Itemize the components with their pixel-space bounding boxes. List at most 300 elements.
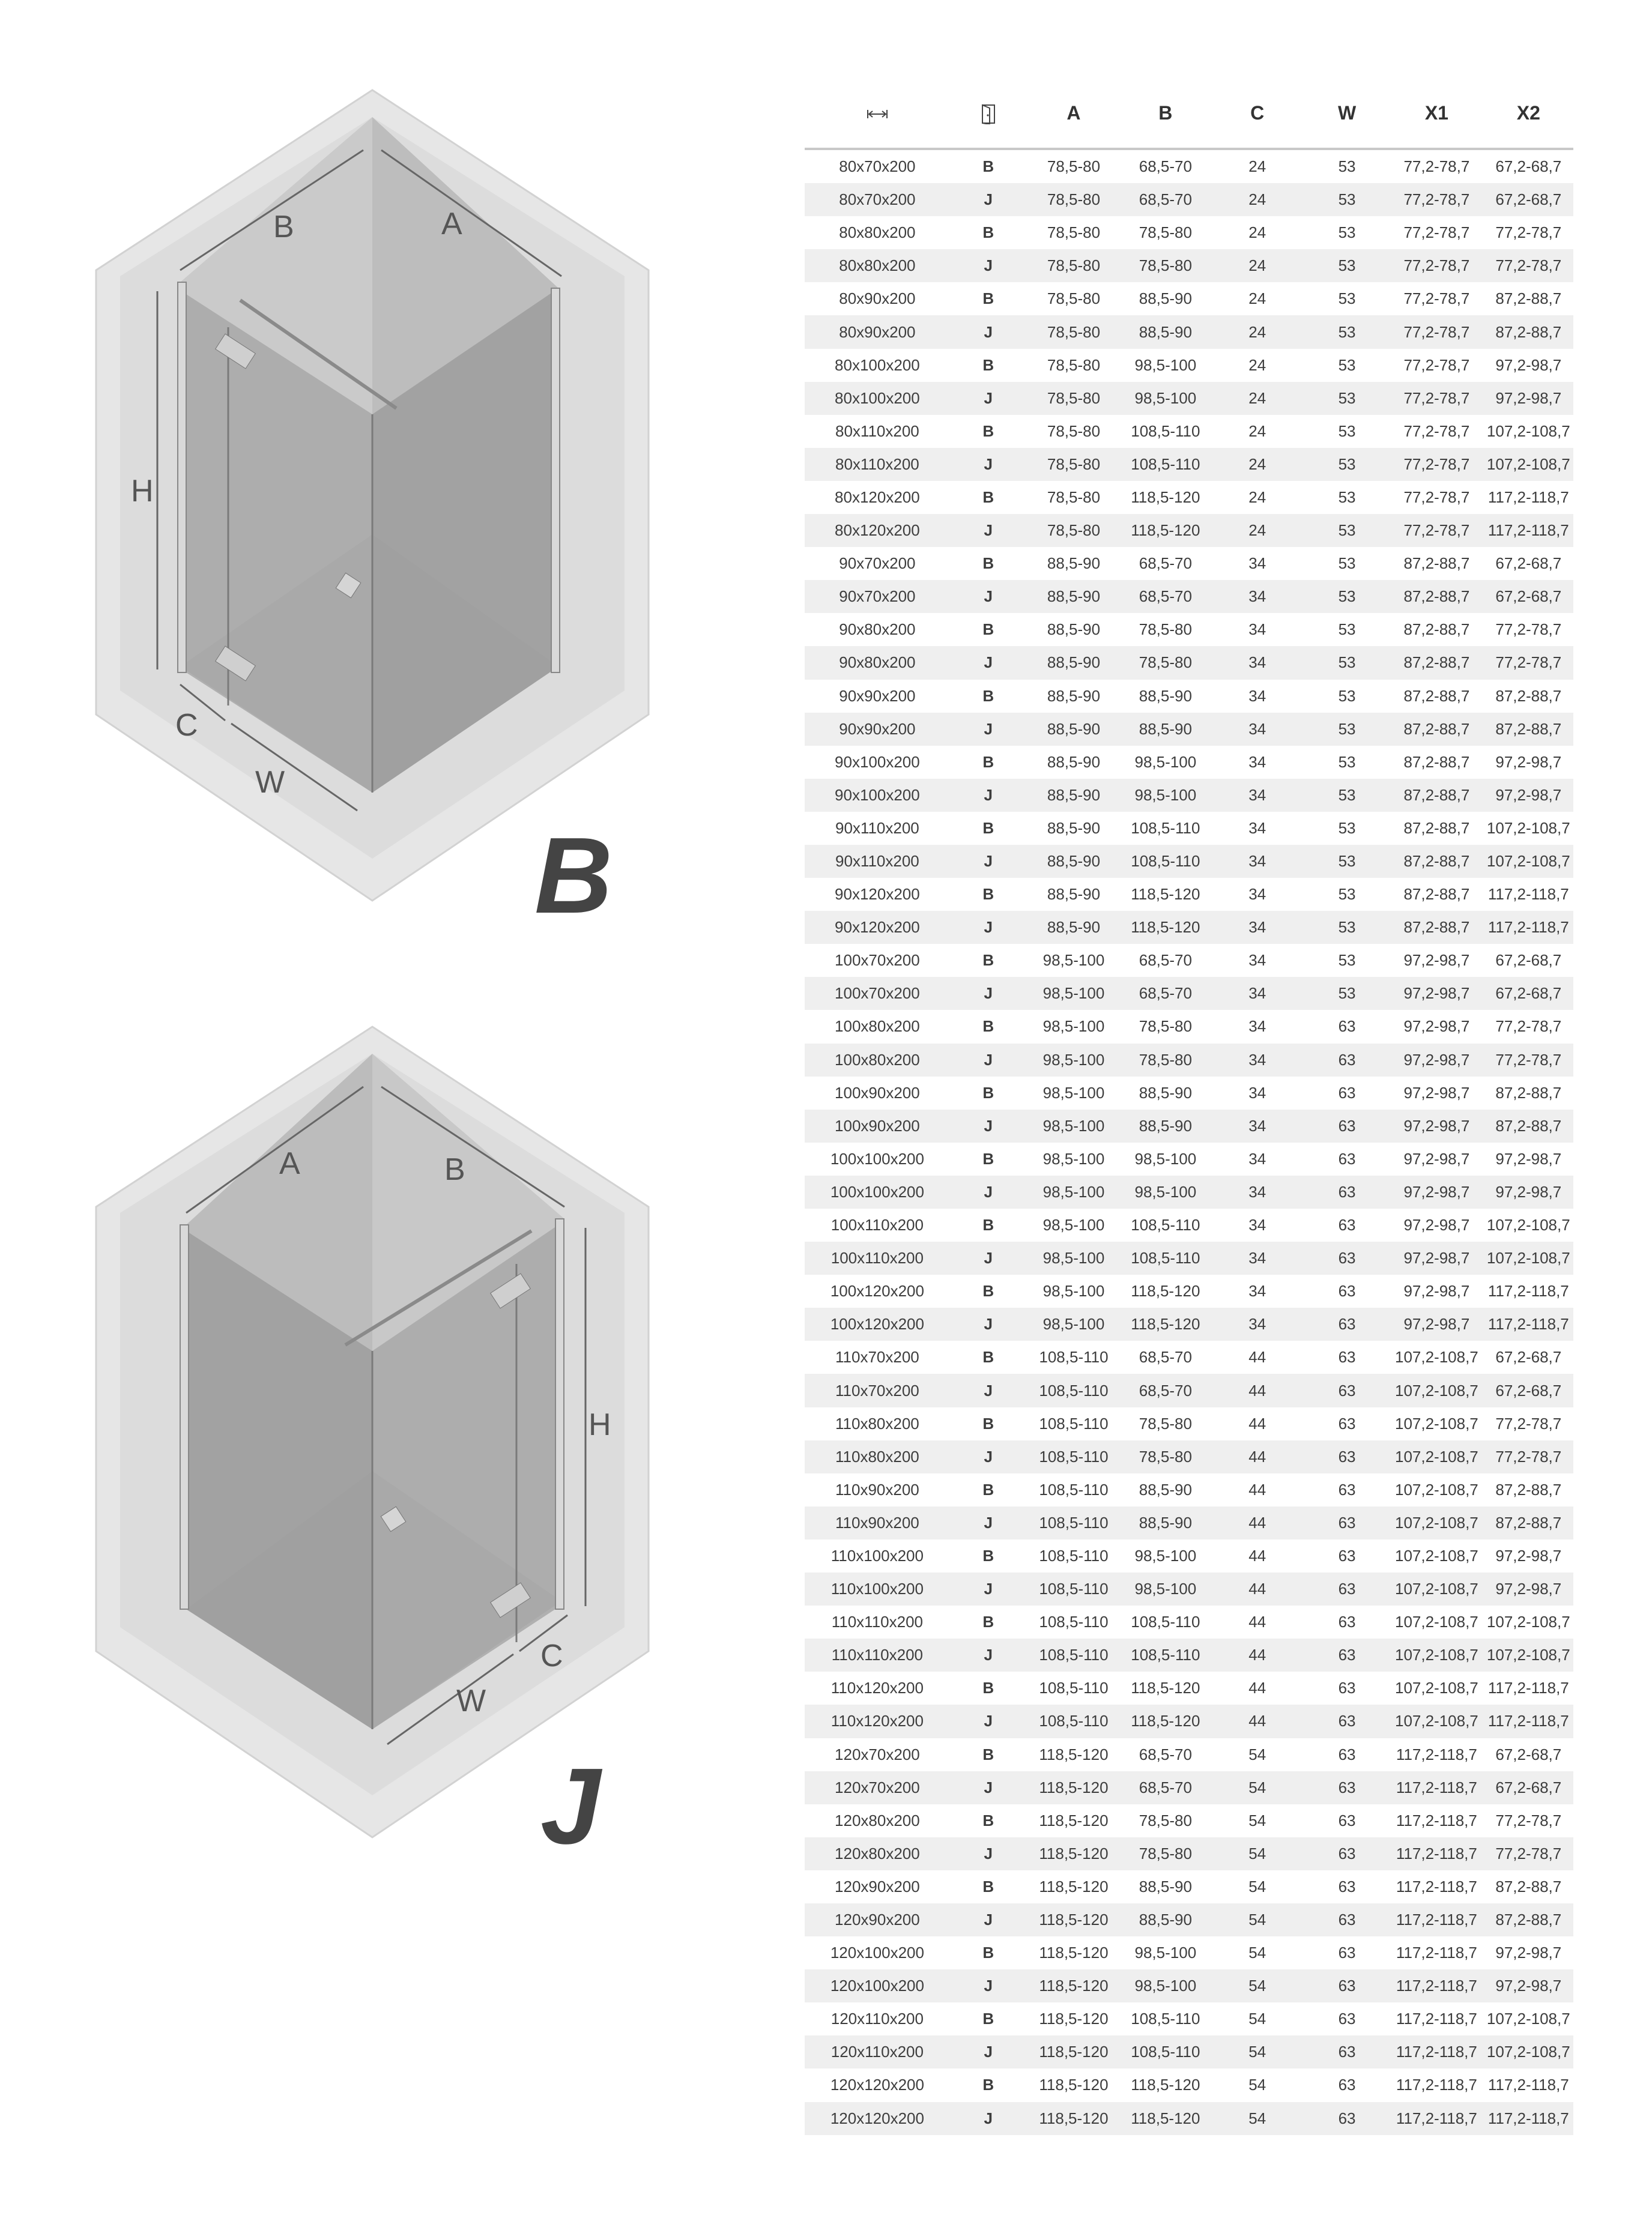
a-cell: 98,5-100: [1027, 1275, 1121, 1308]
dim-label: C: [175, 708, 198, 743]
table-row: [805, 183, 1573, 216]
a-cell: 98,5-100: [1027, 1308, 1121, 1341]
size-cell: 100x100x200: [805, 1143, 950, 1176]
table-row: [805, 1275, 1573, 1308]
door-type-cell: B: [950, 878, 1027, 911]
x1-cell: 77,2-78,7: [1390, 349, 1483, 382]
b-cell: 98,5-100: [1121, 779, 1210, 812]
table-row: [805, 216, 1573, 249]
door-type-cell: B: [950, 1473, 1027, 1506]
header-door-type: [950, 78, 1027, 149]
w-cell: 63: [1304, 1143, 1390, 1176]
a-cell: 108,5-110: [1027, 1573, 1121, 1606]
x2-cell: 97,2-98,7: [1484, 1936, 1573, 1969]
size-cell: 110x70x200: [805, 1374, 950, 1407]
x1-cell: 77,2-78,7: [1390, 514, 1483, 547]
door-type-cell: B: [950, 1143, 1027, 1176]
table-row: [805, 1639, 1573, 1672]
a-cell: 108,5-110: [1027, 1540, 1121, 1573]
x2-cell: 67,2-68,7: [1484, 1771, 1573, 1804]
door-type-cell: B: [950, 216, 1027, 249]
c-cell: 44: [1211, 1473, 1304, 1506]
door-type-cell: J: [950, 845, 1027, 878]
header-a: A: [1027, 78, 1121, 149]
w-cell: 53: [1304, 481, 1390, 514]
w-cell: 63: [1304, 1804, 1390, 1837]
w-cell: 63: [1304, 1473, 1390, 1506]
dim-label: A: [279, 1146, 300, 1181]
w-cell: 53: [1304, 944, 1390, 977]
x2-cell: 97,2-98,7: [1484, 1176, 1573, 1209]
table-row: [805, 713, 1573, 746]
x1-cell: 117,2-118,7: [1390, 1738, 1483, 1771]
c-cell: 34: [1211, 1308, 1304, 1341]
b-cell: 98,5-100: [1121, 1143, 1210, 1176]
c-cell: 54: [1211, 1969, 1304, 2002]
door-type-cell: B: [950, 1077, 1027, 1110]
door-type-cell: J: [950, 315, 1027, 348]
size-cell: 90x100x200: [805, 746, 950, 779]
w-cell: 53: [1304, 249, 1390, 282]
w-cell: 63: [1304, 1209, 1390, 1242]
c-cell: 34: [1211, 1077, 1304, 1110]
c-cell: 24: [1211, 415, 1304, 448]
c-cell: 54: [1211, 2102, 1304, 2135]
shower-diagram-b: [0, 0, 781, 961]
door-type-cell: B: [950, 1407, 1027, 1440]
b-cell: 108,5-110: [1121, 415, 1210, 448]
table-row: [805, 812, 1573, 845]
b-cell: 98,5-100: [1121, 349, 1210, 382]
w-cell: 53: [1304, 547, 1390, 580]
c-cell: 34: [1211, 878, 1304, 911]
table-row: [805, 547, 1573, 580]
x1-cell: 97,2-98,7: [1390, 977, 1483, 1010]
a-cell: 108,5-110: [1027, 1606, 1121, 1639]
door-type-cell: J: [950, 1176, 1027, 1209]
b-cell: 78,5-80: [1121, 1010, 1210, 1043]
door-type-cell: J: [950, 1705, 1027, 1738]
w-cell: 63: [1304, 1110, 1390, 1143]
size-cell: 100x70x200: [805, 977, 950, 1010]
size-cell: 110x80x200: [805, 1407, 950, 1440]
door-type-cell: B: [950, 2002, 1027, 2035]
a-cell: 78,5-80: [1027, 149, 1121, 183]
a-cell: 78,5-80: [1027, 249, 1121, 282]
size-cell: 120x100x200: [805, 1936, 950, 1969]
a-cell: 78,5-80: [1027, 415, 1121, 448]
x1-cell: 87,2-88,7: [1390, 779, 1483, 812]
b-cell: 68,5-70: [1121, 1771, 1210, 1804]
w-cell: 63: [1304, 1077, 1390, 1110]
x2-cell: 87,2-88,7: [1484, 1870, 1573, 1903]
table-row: [805, 415, 1573, 448]
variant-label: B: [534, 815, 613, 936]
table-row: [805, 315, 1573, 348]
w-cell: 53: [1304, 448, 1390, 481]
c-cell: 24: [1211, 349, 1304, 382]
b-cell: 88,5-90: [1121, 282, 1210, 315]
b-cell: 68,5-70: [1121, 1341, 1210, 1374]
c-cell: 44: [1211, 1407, 1304, 1440]
a-cell: 98,5-100: [1027, 1044, 1121, 1077]
door-type-cell: J: [950, 1771, 1027, 1804]
table-row: [805, 1771, 1573, 1804]
b-cell: 118,5-120: [1121, 2102, 1210, 2135]
c-cell: 34: [1211, 1010, 1304, 1043]
header-x1: X1: [1390, 78, 1483, 149]
size-cell: 80x110x200: [805, 415, 950, 448]
table-row: [805, 680, 1573, 713]
a-cell: 78,5-80: [1027, 282, 1121, 315]
table-row: [805, 911, 1573, 944]
door-type-cell: B: [950, 349, 1027, 382]
b-cell: 118,5-120: [1121, 1672, 1210, 1705]
x1-cell: 97,2-98,7: [1390, 1044, 1483, 1077]
variant-label: J: [540, 1746, 601, 1867]
c-cell: 24: [1211, 481, 1304, 514]
a-cell: 118,5-120: [1027, 1771, 1121, 1804]
table-row: [805, 282, 1573, 315]
c-cell: 54: [1211, 1771, 1304, 1804]
c-cell: 44: [1211, 1341, 1304, 1374]
x2-cell: 117,2-118,7: [1484, 1672, 1573, 1705]
x2-cell: 77,2-78,7: [1484, 646, 1573, 679]
size-cell: 90x110x200: [805, 845, 950, 878]
w-cell: 53: [1304, 580, 1390, 613]
x1-cell: 97,2-98,7: [1390, 1010, 1483, 1043]
table-row: [805, 1672, 1573, 1705]
x1-cell: 77,2-78,7: [1390, 448, 1483, 481]
x2-cell: 107,2-108,7: [1484, 2035, 1573, 2068]
b-cell: 68,5-70: [1121, 149, 1210, 183]
a-cell: 78,5-80: [1027, 514, 1121, 547]
x2-cell: 107,2-108,7: [1484, 812, 1573, 845]
size-cell: 90x70x200: [805, 547, 950, 580]
x1-cell: 107,2-108,7: [1390, 1473, 1483, 1506]
table-row: [805, 746, 1573, 779]
a-cell: 88,5-90: [1027, 613, 1121, 646]
table-row: [805, 1705, 1573, 1738]
b-cell: 78,5-80: [1121, 216, 1210, 249]
c-cell: 44: [1211, 1672, 1304, 1705]
size-cell: 80x90x200: [805, 315, 950, 348]
b-cell: 118,5-120: [1121, 2068, 1210, 2102]
a-cell: 118,5-120: [1027, 2035, 1121, 2068]
table-row: [805, 1540, 1573, 1573]
table-row: [805, 878, 1573, 911]
size-cell: 100x120x200: [805, 1308, 950, 1341]
size-cell: 80x120x200: [805, 514, 950, 547]
x2-cell: 77,2-78,7: [1484, 1407, 1573, 1440]
c-cell: 54: [1211, 1936, 1304, 1969]
table-row: [805, 481, 1573, 514]
w-cell: 63: [1304, 1176, 1390, 1209]
x1-cell: 117,2-118,7: [1390, 1936, 1483, 1969]
door-type-cell: J: [950, 382, 1027, 415]
w-cell: 63: [1304, 1374, 1390, 1407]
size-cell: 110x70x200: [805, 1341, 950, 1374]
header-b: B: [1121, 78, 1210, 149]
size-cell: 120x80x200: [805, 1837, 950, 1870]
table-row: [805, 514, 1573, 547]
x1-cell: 117,2-118,7: [1390, 1771, 1483, 1804]
x1-cell: 87,2-88,7: [1390, 680, 1483, 713]
table-row: [805, 149, 1573, 183]
b-cell: 88,5-90: [1121, 1506, 1210, 1540]
x1-cell: 87,2-88,7: [1390, 911, 1483, 944]
x1-cell: 87,2-88,7: [1390, 646, 1483, 679]
size-cell: 100x70x200: [805, 944, 950, 977]
door-type-cell: B: [950, 1870, 1027, 1903]
size-cell: 110x80x200: [805, 1440, 950, 1473]
c-cell: 54: [1211, 1738, 1304, 1771]
a-cell: 108,5-110: [1027, 1440, 1121, 1473]
header-c: C: [1211, 78, 1304, 149]
b-cell: 108,5-110: [1121, 2035, 1210, 2068]
x2-cell: 87,2-88,7: [1484, 1903, 1573, 1936]
w-cell: 63: [1304, 1606, 1390, 1639]
a-cell: 118,5-120: [1027, 1837, 1121, 1870]
table-header-row: [805, 78, 1573, 149]
table-row: [805, 1606, 1573, 1639]
x1-cell: 87,2-88,7: [1390, 547, 1483, 580]
a-cell: 88,5-90: [1027, 713, 1121, 746]
size-cell: 90x120x200: [805, 911, 950, 944]
size-cell: 90x70x200: [805, 580, 950, 613]
a-cell: 118,5-120: [1027, 2002, 1121, 2035]
door-type-cell: B: [950, 1209, 1027, 1242]
c-cell: 24: [1211, 249, 1304, 282]
x2-cell: 117,2-118,7: [1484, 2068, 1573, 2102]
b-cell: 88,5-90: [1121, 315, 1210, 348]
x1-cell: 97,2-98,7: [1390, 1176, 1483, 1209]
b-cell: 68,5-70: [1121, 977, 1210, 1010]
c-cell: 54: [1211, 2068, 1304, 2102]
b-cell: 98,5-100: [1121, 382, 1210, 415]
table-row: [805, 944, 1573, 977]
x1-cell: 87,2-88,7: [1390, 713, 1483, 746]
size-cell: 100x120x200: [805, 1275, 950, 1308]
b-cell: 118,5-120: [1121, 1308, 1210, 1341]
size-cell: 90x120x200: [805, 878, 950, 911]
b-cell: 108,5-110: [1121, 1209, 1210, 1242]
c-cell: 54: [1211, 1837, 1304, 1870]
w-cell: 53: [1304, 282, 1390, 315]
size-cell: 100x90x200: [805, 1110, 950, 1143]
x1-cell: 107,2-108,7: [1390, 1407, 1483, 1440]
x1-cell: 107,2-108,7: [1390, 1540, 1483, 1573]
a-cell: 98,5-100: [1027, 1242, 1121, 1275]
b-cell: 78,5-80: [1121, 1044, 1210, 1077]
door-type-cell: J: [950, 448, 1027, 481]
a-cell: 98,5-100: [1027, 1176, 1121, 1209]
size-cell: 120x100x200: [805, 1969, 950, 2002]
a-cell: 88,5-90: [1027, 580, 1121, 613]
x2-cell: 97,2-98,7: [1484, 1573, 1573, 1606]
c-cell: 34: [1211, 977, 1304, 1010]
door-type-cell: J: [950, 514, 1027, 547]
w-cell: 63: [1304, 1407, 1390, 1440]
c-cell: 34: [1211, 1209, 1304, 1242]
dim-label: H: [131, 474, 154, 509]
x2-cell: 87,2-88,7: [1484, 1506, 1573, 1540]
a-cell: 88,5-90: [1027, 911, 1121, 944]
a-cell: 78,5-80: [1027, 216, 1121, 249]
x1-cell: 77,2-78,7: [1390, 282, 1483, 315]
c-cell: 24: [1211, 183, 1304, 216]
a-cell: 98,5-100: [1027, 1209, 1121, 1242]
door-type-cell: B: [950, 812, 1027, 845]
c-cell: 34: [1211, 580, 1304, 613]
door-type-cell: J: [950, 1440, 1027, 1473]
table-row: [805, 580, 1573, 613]
a-cell: 98,5-100: [1027, 1110, 1121, 1143]
x2-cell: 67,2-68,7: [1484, 944, 1573, 977]
w-cell: 53: [1304, 812, 1390, 845]
width-arrows-icon: [867, 108, 888, 120]
size-cell: 110x100x200: [805, 1540, 950, 1573]
w-cell: 63: [1304, 1672, 1390, 1705]
w-cell: 63: [1304, 1010, 1390, 1043]
door-type-cell: J: [950, 713, 1027, 746]
door-type-cell: J: [950, 779, 1027, 812]
c-cell: 54: [1211, 1903, 1304, 1936]
c-cell: 44: [1211, 1573, 1304, 1606]
c-cell: 44: [1211, 1606, 1304, 1639]
w-cell: 63: [1304, 1870, 1390, 1903]
x1-cell: 107,2-108,7: [1390, 1606, 1483, 1639]
a-cell: 108,5-110: [1027, 1639, 1121, 1672]
x1-cell: 117,2-118,7: [1390, 1804, 1483, 1837]
c-cell: 44: [1211, 1506, 1304, 1540]
size-cell: 80x100x200: [805, 382, 950, 415]
a-cell: 88,5-90: [1027, 547, 1121, 580]
a-cell: 108,5-110: [1027, 1473, 1121, 1506]
x1-cell: 87,2-88,7: [1390, 878, 1483, 911]
size-cell: 100x110x200: [805, 1242, 950, 1275]
x2-cell: 117,2-118,7: [1484, 911, 1573, 944]
b-cell: 78,5-80: [1121, 1407, 1210, 1440]
x1-cell: 97,2-98,7: [1390, 1308, 1483, 1341]
size-cell: 80x80x200: [805, 249, 950, 282]
c-cell: 34: [1211, 680, 1304, 713]
c-cell: 54: [1211, 1804, 1304, 1837]
table-row: [805, 1969, 1573, 2002]
x2-cell: 117,2-118,7: [1484, 514, 1573, 547]
b-cell: 98,5-100: [1121, 1936, 1210, 1969]
x2-cell: 67,2-68,7: [1484, 580, 1573, 613]
door-type-cell: J: [950, 1969, 1027, 2002]
size-cell: 110x90x200: [805, 1473, 950, 1506]
c-cell: 54: [1211, 2035, 1304, 2068]
x2-cell: 97,2-98,7: [1484, 1540, 1573, 1573]
table-row: [805, 1738, 1573, 1771]
door-type-cell: B: [950, 1738, 1027, 1771]
x2-cell: 117,2-118,7: [1484, 878, 1573, 911]
b-cell: 78,5-80: [1121, 1837, 1210, 1870]
dim-label: A: [441, 207, 462, 241]
table-row: [805, 1209, 1573, 1242]
x2-cell: 107,2-108,7: [1484, 448, 1573, 481]
x1-cell: 77,2-78,7: [1390, 249, 1483, 282]
a-cell: 88,5-90: [1027, 746, 1121, 779]
c-cell: 34: [1211, 1110, 1304, 1143]
size-cell: 110x100x200: [805, 1573, 950, 1606]
b-cell: 68,5-70: [1121, 944, 1210, 977]
a-cell: 78,5-80: [1027, 448, 1121, 481]
a-cell: 88,5-90: [1027, 845, 1121, 878]
table-row: [805, 1936, 1573, 1969]
b-cell: 88,5-90: [1121, 1077, 1210, 1110]
table-row: [805, 1870, 1573, 1903]
a-cell: 118,5-120: [1027, 2068, 1121, 2102]
b-cell: 88,5-90: [1121, 680, 1210, 713]
a-cell: 118,5-120: [1027, 1903, 1121, 1936]
w-cell: 53: [1304, 911, 1390, 944]
a-cell: 88,5-90: [1027, 779, 1121, 812]
c-cell: 34: [1211, 1044, 1304, 1077]
x1-cell: 87,2-88,7: [1390, 746, 1483, 779]
door-type-cell: B: [950, 1341, 1027, 1374]
b-cell: 118,5-120: [1121, 1705, 1210, 1738]
x1-cell: 77,2-78,7: [1390, 149, 1483, 183]
c-cell: 54: [1211, 2002, 1304, 2035]
door-type-cell: B: [950, 282, 1027, 315]
a-cell: 78,5-80: [1027, 349, 1121, 382]
x1-cell: 107,2-108,7: [1390, 1506, 1483, 1540]
b-cell: 108,5-110: [1121, 845, 1210, 878]
a-cell: 108,5-110: [1027, 1374, 1121, 1407]
b-cell: 68,5-70: [1121, 183, 1210, 216]
b-cell: 88,5-90: [1121, 1110, 1210, 1143]
door-type-cell: B: [950, 415, 1027, 448]
b-cell: 108,5-110: [1121, 1639, 1210, 1672]
size-cell: 80x80x200: [805, 216, 950, 249]
size-cell: 120x80x200: [805, 1804, 950, 1837]
door-type-cell: J: [950, 1044, 1027, 1077]
x2-cell: 67,2-68,7: [1484, 183, 1573, 216]
b-cell: 98,5-100: [1121, 1969, 1210, 2002]
door-type-cell: B: [950, 1672, 1027, 1705]
b-cell: 118,5-120: [1121, 911, 1210, 944]
x2-cell: 67,2-68,7: [1484, 1341, 1573, 1374]
size-cell: 100x100x200: [805, 1176, 950, 1209]
w-cell: 53: [1304, 646, 1390, 679]
size-cell: 120x90x200: [805, 1870, 950, 1903]
w-cell: 63: [1304, 2102, 1390, 2135]
w-cell: 63: [1304, 1341, 1390, 1374]
w-cell: 53: [1304, 315, 1390, 348]
w-cell: 53: [1304, 878, 1390, 911]
door-type-cell: B: [950, 1540, 1027, 1573]
b-cell: 108,5-110: [1121, 812, 1210, 845]
b-cell: 98,5-100: [1121, 1540, 1210, 1573]
x1-cell: 117,2-118,7: [1390, 2002, 1483, 2035]
x1-cell: 97,2-98,7: [1390, 1077, 1483, 1110]
w-cell: 63: [1304, 1969, 1390, 2002]
c-cell: 34: [1211, 1275, 1304, 1308]
table-row: [805, 779, 1573, 812]
c-cell: 34: [1211, 845, 1304, 878]
door-type-cell: J: [950, 1308, 1027, 1341]
table-row: [805, 249, 1573, 282]
x1-cell: 97,2-98,7: [1390, 1209, 1483, 1242]
a-cell: 108,5-110: [1027, 1672, 1121, 1705]
size-cell: 80x120x200: [805, 481, 950, 514]
w-cell: 63: [1304, 1506, 1390, 1540]
a-cell: 88,5-90: [1027, 878, 1121, 911]
